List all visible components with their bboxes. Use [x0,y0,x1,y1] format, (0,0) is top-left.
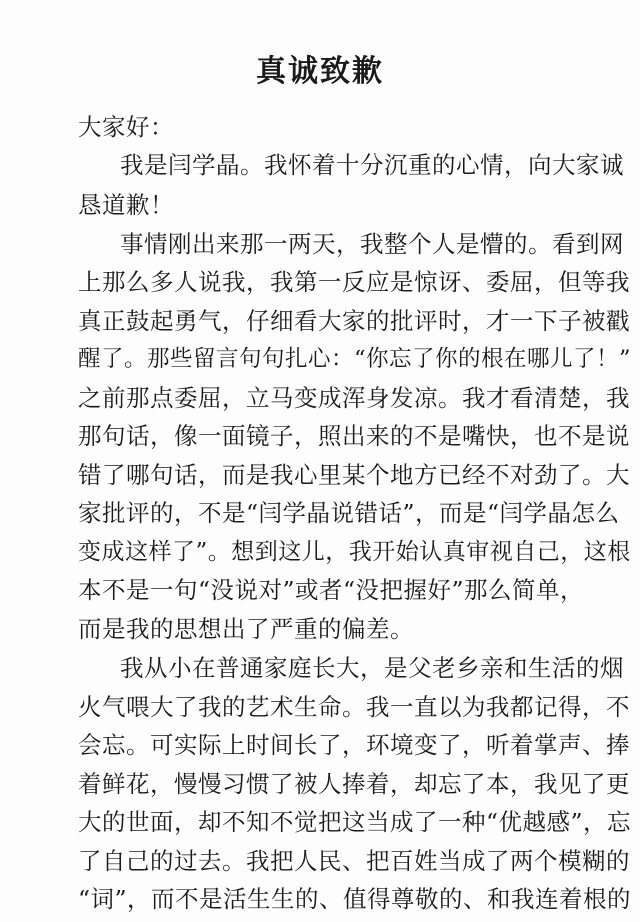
paragraph-line: 而是我的思想出了严重的偏差。 [78,615,414,643]
paragraph-line: 我是闫学晶。我怀着十分沉重的心情，向大家诚 [120,151,624,179]
paragraph-line: 着鲜花，慢慢习惯了被人捧着，却忘了本，我见了更 [78,770,630,798]
paragraph-line: 之前那点委屈，立马变成浑身发凉。我才看清楚，我 [78,384,630,412]
paragraph-line: 我从小在普通家庭长大，是父老乡亲和生活的烟 [120,654,624,682]
paragraph-line: 那句话，像一面镜子，照出来的不是嘴快，也不是说 [78,422,630,450]
paragraph-line: 事情刚出来那一两天，我整个人是懵的。看到网 [120,230,624,258]
paragraph-line: 了自己的过去。我把人民、把百姓当成了两个模糊的 [78,847,630,875]
paragraph-line: 大的世面，却不知不觉把这当成了一种“优越感”，忘 [78,808,632,836]
paragraph-line: 会忘。可实际上时间长了，环境变了，听着掌声、捧 [78,731,630,759]
paragraph-line: 醒了。那些留言句句扎心：“你忘了你的根在哪儿了！” [78,346,632,372]
paragraph-line: 错了哪句话，而是我心里某个地方已经不对劲了。大 [78,461,630,489]
paragraph-line: 火气喂大了我的艺术生命。我一直以为我都记得，不 [78,693,630,721]
document-title: 真诚致歉 [256,54,384,89]
paragraph-line: 本不是一句“没说对”或者“没把握好”那么简单， [78,576,585,604]
greeting-line: 大家好： [78,113,174,141]
paragraph-line: 上那么多人说我，我第一反应是惊讶、委屈，但等我 [78,268,630,296]
paragraph-line: 真正鼓起勇气，仔细看大家的批评时，才一下子被戳 [78,307,630,335]
paragraph-line: “词”，而不是活生生的、值得尊敬的、和我连着根的 [78,885,632,913]
paragraph-line: 恳道歉！ [78,191,174,219]
paragraph-line: 家批评的，不是“闫学晶说错话”，而是“闫学晶怎么 [78,499,620,527]
paragraph-line: 变成这样了”。想到这儿，我开始认真审视自己，这根 [78,539,631,565]
